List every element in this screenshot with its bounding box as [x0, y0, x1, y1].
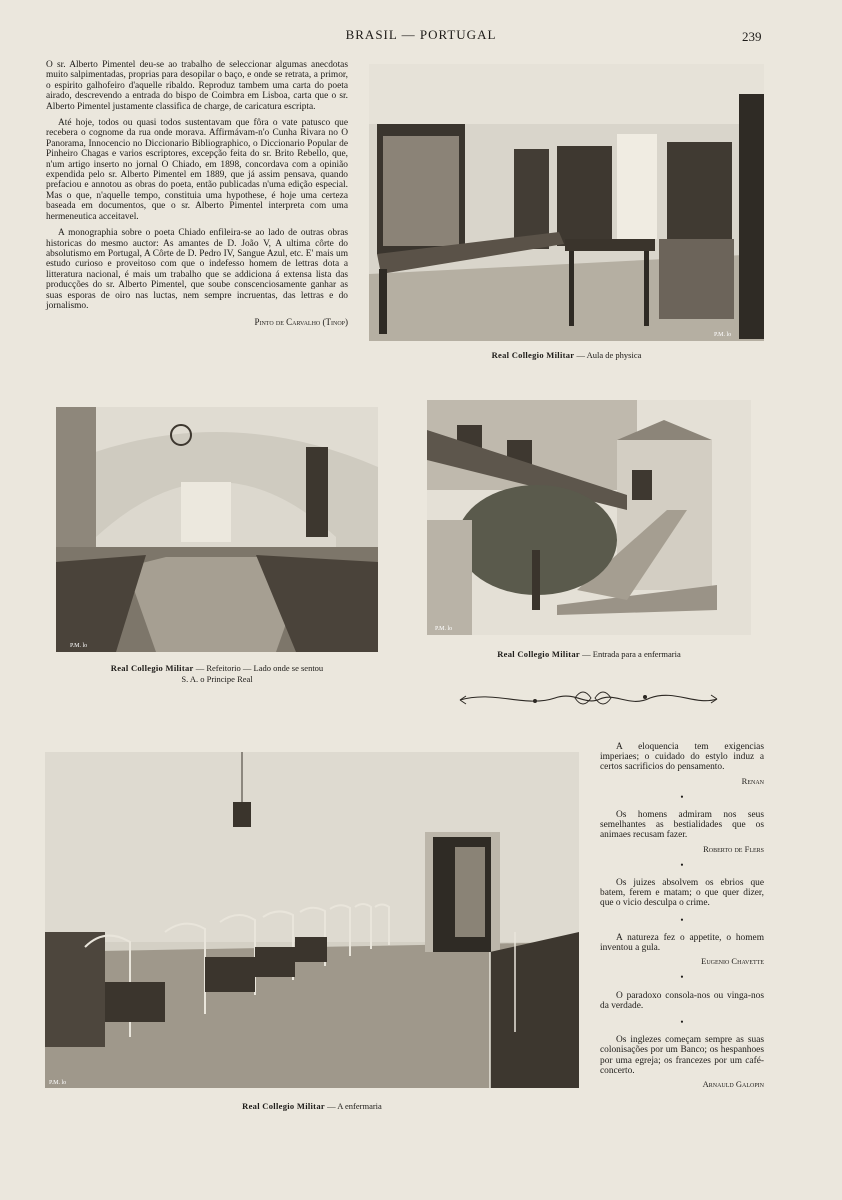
caption-entrance — [427, 649, 751, 660]
photographer-mark: P.M. lo — [49, 1080, 67, 1086]
quote-block — [600, 1035, 764, 1089]
caption-institution: Real Collegio Militar — [491, 350, 575, 360]
quote-author: Arnauld Galopin — [702, 1079, 764, 1090]
caption-institution: Real Collegio Militar — [242, 1101, 325, 1111]
photo-physics-classroom — [369, 64, 764, 341]
photographer-mark: P.M. lo — [70, 643, 88, 649]
photographer-mark: P.M. lo — [435, 626, 453, 632]
quote-block — [600, 810, 764, 854]
article-column — [46, 60, 348, 328]
quote-block — [600, 878, 764, 909]
quotes-column — [600, 742, 764, 1089]
article-paragraph-1: O sr. Alberto Pimentel deu-se ao trabalho de seleccionar algumas anecdotas muito salpimentadas, proprias para desopilar o baço, e onde se retrata, a primor, o espirito galhofeiro d'aquelle ribaldo. Reproduz tambem uma carta do poeta airado, descrevendo a entrada do bispo de Coimbra em Lisboa, carta que o sr. Alberto Pimentel justamente classifica de charge, de caricatura escripta. — [46, 60, 348, 112]
caption-text: — Entrada para a enfermaria — [582, 649, 681, 659]
article-signature: Pinto de Carvalho (Tinop) — [254, 317, 348, 328]
quote-block — [600, 933, 764, 967]
photo-infirmary-entrance — [427, 400, 751, 635]
ornament-divider — [455, 686, 720, 712]
quote-text: Os inglezes começam sempre as suas colonisações por um Banco; os hespanhoes por uma egreja; os francezes por um café-concerto. — [600, 1035, 764, 1076]
quote-block — [600, 991, 764, 1011]
caption-text: — A enfermaria — [327, 1101, 382, 1111]
caption-institution: Real Collegio Militar — [110, 663, 194, 673]
quote-separator: • — [680, 859, 684, 870]
photographer-mark: P.M. lo — [714, 332, 732, 338]
page-number: 239 — [742, 29, 762, 44]
caption-institution: Real Collegio Militar — [497, 649, 580, 659]
quote-author: Eugenio Chavette — [701, 956, 764, 967]
photo-infirmary — [45, 752, 579, 1088]
caption-refectory — [56, 663, 378, 685]
quote-separator: • — [680, 791, 684, 802]
photo-refectory — [56, 407, 378, 652]
article-paragraph-2: Até hoje, todos ou quasi todos sustentavam que fôra o vate patusco que recebera o cognome da rua onde morava. Affirmávam-n'o Cunha Rivara no O Panorama, Innocencio no Diccionario Bibliographico, o Diccionario Popular de Pinheiro Chagas e varios escriptores, excepção feita do sr. Brito Rebello, que, n'um artigo inserto no jornal O Chiado, em 1898, concordava com a opinião expendida pelo sr. Alberto Pimentel em 1889, que já assim pensava, quando prefaciou e annotou as obras do poeta, então publicadas n'uma edição especial. Mas o que, n'aquelle tempo, constituia uma hypothese, é hoje uma certeza baseada em documentos, que o sr. Alberto Pimentel interpreta com uma hermeneutica acceitavel. — [46, 118, 348, 222]
quote-text: A natureza fez o appetite, o homem inventou a gula. — [600, 932, 764, 954]
quote-text: Os homens admiram nos seus semelhantes as bestialidades que os animaes recusam fazer. — [600, 810, 764, 841]
quote-author: Roberto de Flers — [703, 843, 764, 854]
quote-text: O paradoxo consola-nos ou vinga-nos da verdade. — [600, 990, 764, 1011]
running-header: BRASIL — PORTUGAL — [345, 27, 497, 42]
quote-separator: • — [680, 914, 684, 925]
caption-infirmary — [45, 1101, 579, 1112]
caption-text: — Aula de physica — [576, 350, 642, 360]
quote-separator: • — [680, 972, 684, 983]
quote-author: Renan — [741, 775, 764, 786]
article-paragraph-3: A monographia sobre o poeta Chiado enfileira-se ao lado de outras obras historicas do mesmo auctor: As amantes de D. João V, A ultima côrte do absolutismo em Portugal, A Côrte de D. Pedro IV, Sangue Azul, etc. E' mais um estudo curioso e proveitoso com que o indefesso homem de lettras dota a litteratura nacional, é mais um trabalho que se addiciona á extensa lista das producções do sr. Alberto Pimentel, que soube conscenciosamente ganhar as suas esporas de oiro nas luctas, nem sempre incruentas, das lettras e do jornalismo. — [46, 228, 348, 311]
caption-text: — Refeitorio — Lado onde se sentou — [195, 663, 324, 673]
quote-separator: • — [680, 1017, 684, 1028]
quote-block — [600, 742, 764, 786]
quote-text: Os juizes absolvem os ebrios que batem, ferem e matam; o que quer dizer, que o vicio desculpa o crime. — [600, 878, 764, 909]
caption-physics — [369, 350, 764, 361]
quote-text: A eloquencia tem exigencias imperiaes; o cuidado do estylo induz a certos sacrificios do pensamento. — [600, 742, 764, 773]
caption-text-line2: S. A. o Principe Real — [181, 674, 253, 684]
